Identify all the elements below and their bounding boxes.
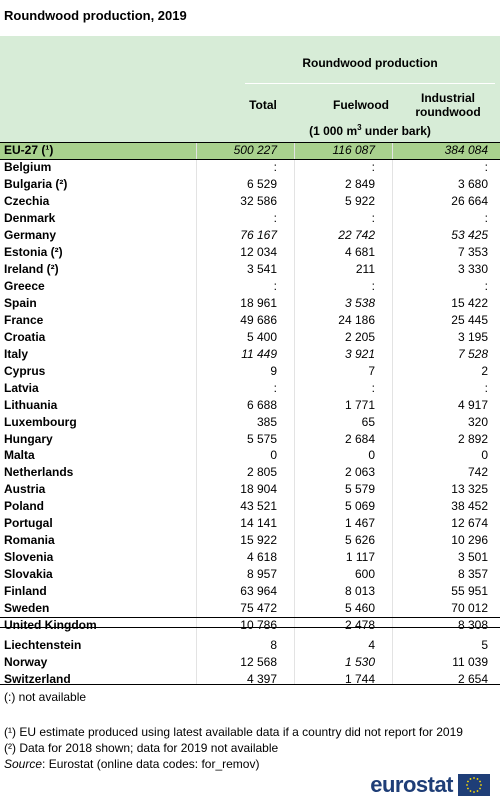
footnote-2: (²) Data for 2018 shown; data for 2019 not available [4,741,279,755]
table-row [0,515,500,532]
cell-total: 9 [270,363,277,378]
cell-fuelwood: 5 460 [344,601,375,616]
cell-total: 10 786 [240,618,277,633]
cell-fuelwood: 1 467 [344,516,375,531]
table-row [0,431,500,448]
row-name: Austria [4,482,46,497]
cell-industrial: 4 917 [457,397,488,412]
table-row [0,671,500,688]
cell-industrial: 8 308 [457,618,488,633]
row-name: Croatia [4,329,46,344]
cell-fuelwood: 5 922 [344,193,375,208]
cell-total: 18 961 [240,295,277,310]
cell-industrial: 3 501 [457,550,488,565]
cell-industrial: 70 012 [451,601,488,616]
table-row [0,481,500,498]
cell-fuelwood: 2 205 [344,329,375,344]
row-name: Poland [4,499,45,514]
row-name: Denmark [4,210,56,225]
row-name: Sweden [4,601,50,616]
cell-industrial: 7 528 [457,346,488,361]
row-name: Liechtenstein [4,638,82,653]
table-row [0,227,500,244]
flag-star [470,790,472,792]
table-row [0,447,500,464]
row-name: Luxembourg [4,414,77,429]
cell-total: 76 167 [240,227,277,242]
cell-industrial: 3 330 [457,261,488,276]
cell-total: 49 686 [240,312,277,327]
header-unit: (1 000 $m^3$ under bark) [309,123,431,138]
note-not-available: (:) not available [4,690,87,704]
cell-fuelwood: 3 538 [344,295,375,310]
flag-star [467,788,469,790]
cell-industrial: 3 680 [457,176,488,191]
table-row [0,176,500,193]
cell-fuelwood: 4 [368,638,375,653]
cell-fuelwood: 7 [368,363,375,378]
row-name: Malta [4,448,35,463]
flag-star [480,784,482,786]
cell-fuelwood: 2 063 [344,465,375,480]
cell-fuelwood: 5 069 [344,499,375,514]
row-name: Hungary [4,431,53,446]
row-name: Portugal [4,516,53,531]
row-name: Norway [4,655,48,670]
cell-fuelwood: 1 744 [344,672,375,687]
cell-fuelwood: 65 [361,414,375,429]
cell-industrial: : [484,160,488,174]
cell-total: 18 904 [240,482,277,497]
eu-flag-icon [458,774,490,796]
header-fuelwood: Fuelwood [333,98,389,112]
row-name: Slovenia [4,550,54,565]
cell-industrial: : [484,210,488,225]
table-row [0,329,500,346]
row-name: United Kingdom [4,618,97,633]
table-row [0,464,500,481]
cell-total: : [273,160,277,174]
table-row [0,346,500,363]
flag-star [477,790,479,792]
cell-fuelwood: 116 087 [332,143,375,157]
cell-industrial: 320 [467,414,488,429]
cell-total: 43 521 [240,499,277,514]
row-name: Czechia [4,193,50,208]
cell-total: 6 529 [246,176,277,191]
flag-star [466,784,468,786]
source-note: Source: Eurostat (online data codes: for_remov) [4,757,260,771]
header-divider [245,83,495,84]
cell-total: : [273,380,277,395]
table-row [0,532,500,549]
row-name: Greece [4,278,45,293]
cell-industrial: : [484,278,488,293]
cell-industrial: 11 039 [452,655,488,670]
table-row [0,363,500,380]
table-row [0,210,500,227]
cell-industrial: 25 445 [451,312,488,327]
cell-fuelwood: 2 849 [344,176,375,191]
table-row [0,193,500,210]
cell-fuelwood: 211 [355,261,375,276]
cell-fuelwood: 1 530 [344,655,375,670]
cell-industrial: 53 425 [451,227,488,242]
cell-industrial: 55 951 [451,584,488,599]
cell-total: 32 586 [240,193,277,208]
cell-total: 75 472 [240,601,277,616]
row-name: Romania [4,533,55,548]
cell-industrial: 38 452 [451,499,488,514]
table-row [0,583,500,600]
table-row [0,637,500,654]
cell-total: 6 688 [246,397,277,412]
cell-fuelwood: 4 681 [344,244,375,259]
table-row [0,278,500,295]
row-name: Lithuania [4,397,58,412]
table-row [0,654,500,671]
rule-uk-top [0,617,500,618]
table-header [0,36,500,142]
table-row [0,380,500,397]
cell-fuelwood: 24 186 [338,312,375,327]
cell-total: 5 400 [246,329,277,344]
cell-total: : [273,278,277,293]
row-name: Finland [4,584,47,599]
table-row [0,312,500,329]
cell-total: 5 575 [246,431,277,446]
cell-total: 63 964 [240,584,277,599]
flag-star [467,781,469,783]
row-name: Bulgaria (²) [4,176,68,191]
cell-total: 11 449 [241,346,277,361]
row-name: Switzerland [4,672,71,687]
cell-fuelwood: 2 684 [344,431,375,446]
flag-star [473,791,475,793]
row-name: Latvia [4,380,39,395]
cell-fuelwood: : [371,380,375,395]
rule-eu [0,159,500,160]
footnote-1: (¹) EU estimate produced using latest available data if a country did not report for 2019 [4,725,463,739]
header-group-label: Roundwood production [302,56,438,70]
cell-total: 2 805 [246,465,277,480]
cell-industrial: 26 664 [451,193,488,208]
cell-industrial: 5 [481,638,488,653]
cell-industrial: 7 353 [457,244,488,259]
column-divider [294,142,295,684]
table-row [0,159,500,176]
cell-industrial: 2 [481,363,488,378]
cell-total: 4 618 [246,550,277,565]
cell-fuelwood: 2 478 [344,618,375,633]
cell-total: 8 957 [246,567,277,582]
column-divider [392,142,393,684]
cell-fuelwood: 5 626 [344,533,375,548]
cell-industrial: 12 674 [451,516,488,531]
row-name: Germany [4,227,57,242]
cell-fuelwood: 5 579 [344,482,375,497]
cell-total: 15 922 [240,533,277,548]
row-name: Estonia (²) [4,244,63,259]
rule-uk-bottom [0,627,500,628]
table-row [0,498,500,515]
cell-total: 8 [270,638,277,653]
cell-industrial: : [484,380,488,395]
flag-star [479,781,481,783]
cell-industrial: 2 654 [457,672,488,687]
table-row [0,566,500,583]
cell-fuelwood: : [371,160,375,174]
cell-industrial: 10 296 [451,533,488,548]
cell-fuelwood: 1 771 [344,397,375,412]
row-name: Netherlands [4,465,74,480]
row-name: Spain [4,295,37,310]
cell-industrial: 15 422 [451,295,488,310]
cell-total: 12 034 [240,244,277,259]
cell-fuelwood: 600 [354,567,375,582]
page-title: Roundwood production, 2019 [4,8,187,23]
flag-star [470,778,472,780]
row-name: EU-27 (¹) [4,143,54,157]
eurostat-logo [370,772,490,798]
row-name: Ireland (²) [4,261,59,276]
cell-total: 0 [270,448,277,463]
cell-industrial: 3 195 [457,329,488,344]
cell-total: 4 397 [246,672,277,687]
table-row [0,295,500,312]
rule-top [0,142,500,143]
data-rows [0,159,500,688]
row-name: Belgium [4,160,52,174]
header-total: Total [249,98,277,112]
cell-fuelwood: 22 742 [338,227,375,242]
table-row [0,549,500,566]
cell-total: 12 568 [240,655,277,670]
cell-fuelwood: 3 921 [344,346,375,361]
eu-total-row [0,142,500,159]
row-name: Slovakia [4,567,53,582]
table-row [0,244,500,261]
row-name: Cyprus [4,363,46,378]
cell-industrial: 13 325 [451,482,488,497]
cell-total: 500 227 [233,143,277,157]
column-divider [196,142,197,684]
cell-fuelwood: 0 [368,448,375,463]
table-row [0,414,500,431]
cell-total: 385 [256,414,277,429]
logo-text: eurostat [370,772,453,797]
cell-industrial: 0 [481,448,488,463]
cell-industrial: 2 892 [457,431,488,446]
flag-star [479,788,481,790]
cell-fuelwood: : [371,210,375,225]
cell-industrial: 742 [467,465,488,480]
cell-total: 14 141 [240,516,277,531]
cell-industrial: 384 084 [444,143,488,157]
table-row [0,397,500,414]
table-row [0,600,500,617]
row-name: France [4,312,44,327]
rule-bottom [0,684,500,685]
cell-industrial: 8 357 [457,567,488,582]
cell-fuelwood: : [371,278,375,293]
header-industrial: Industrial roundwood [415,91,481,119]
cell-fuelwood: 1 117 [345,550,375,565]
cell-total: : [273,210,277,225]
flag-star [477,778,479,780]
row-name: Italy [4,346,29,361]
table-row [0,261,500,278]
cell-fuelwood: 8 013 [344,584,375,599]
cell-total: 3 541 [246,261,277,276]
flag-star [473,777,475,779]
